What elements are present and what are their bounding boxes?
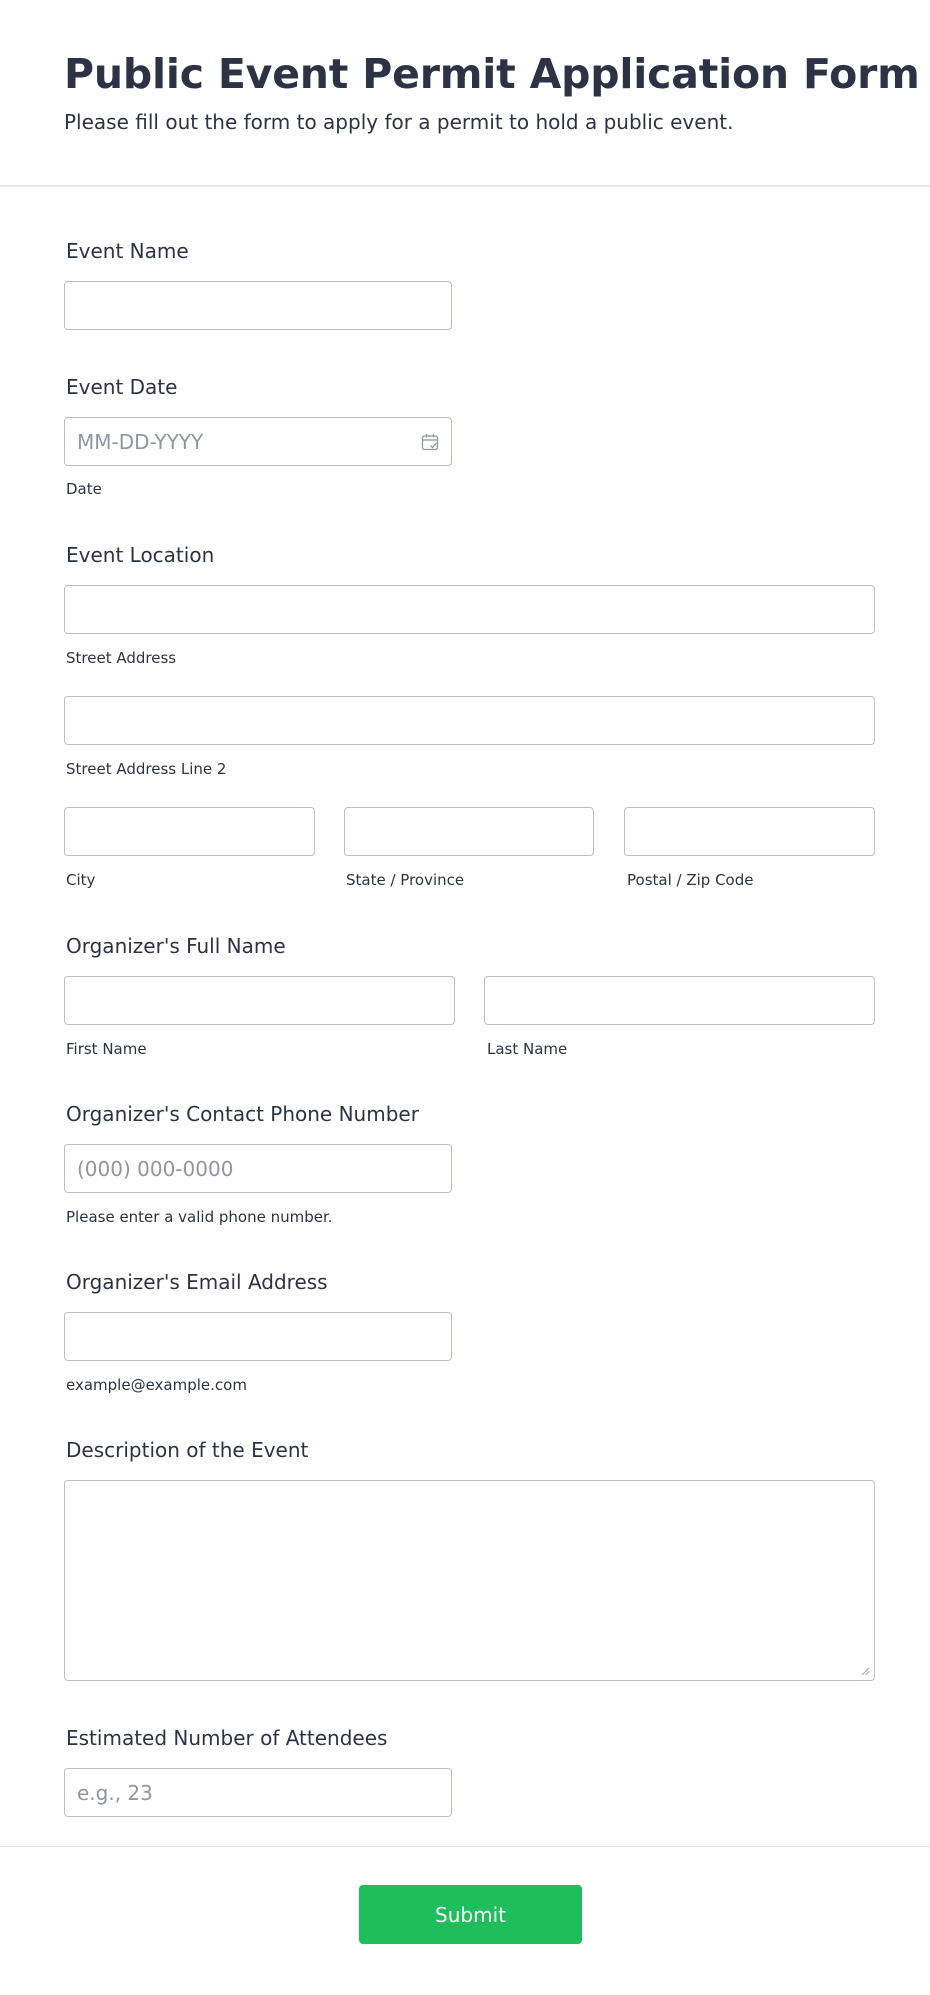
street-address-line2-sublabel: Street Address Line 2 xyxy=(66,760,227,778)
event-location-label: Event Location xyxy=(66,543,215,567)
form-subtitle: Please fill out the form to apply for a permit to hold a public event. xyxy=(64,110,734,134)
organizer-name-label: Organizer's Full Name xyxy=(66,934,286,958)
event-name-label: Event Name xyxy=(66,239,189,263)
form-title: Public Event Permit Application Form xyxy=(64,50,920,98)
state-province-sublabel: State / Province xyxy=(346,871,465,889)
event-date-label: Event Date xyxy=(66,375,178,399)
last-name-input[interactable] xyxy=(484,976,875,1025)
attendees-input[interactable] xyxy=(64,1768,452,1817)
calendar-icon[interactable] xyxy=(421,433,439,451)
phone-input[interactable] xyxy=(64,1144,452,1193)
phone-sublabel: Please enter a valid phone number. xyxy=(66,1208,333,1226)
email-sublabel: example@example.com xyxy=(66,1376,247,1394)
city-sublabel: City xyxy=(66,871,96,889)
email-input[interactable] xyxy=(64,1312,452,1361)
attendees-label: Estimated Number of Attendees xyxy=(66,1726,388,1750)
description-label: Description of the Event xyxy=(66,1438,309,1462)
postal-code-input[interactable] xyxy=(624,807,875,856)
street-address-line2-input[interactable] xyxy=(64,696,875,745)
footer-divider xyxy=(0,1846,930,1847)
event-date-input[interactable] xyxy=(64,417,452,466)
organizer-phone-label: Organizer's Contact Phone Number xyxy=(66,1102,419,1126)
first-name-input[interactable] xyxy=(64,976,455,1025)
submit-button[interactable]: Submit xyxy=(359,1885,582,1944)
last-name-sublabel: Last Name xyxy=(487,1040,568,1058)
organizer-email-label: Organizer's Email Address xyxy=(66,1270,328,1294)
event-date-sublabel: Date xyxy=(66,480,102,498)
event-name-input[interactable] xyxy=(64,281,452,330)
street-address-input[interactable] xyxy=(64,585,875,634)
resize-handle-icon[interactable] xyxy=(860,1666,870,1676)
street-address-sublabel: Street Address xyxy=(66,649,177,667)
state-province-input[interactable] xyxy=(344,807,594,856)
city-input[interactable] xyxy=(64,807,315,856)
form-header xyxy=(0,0,930,187)
description-textarea[interactable] xyxy=(64,1480,875,1681)
postal-code-sublabel: Postal / Zip Code xyxy=(627,871,754,889)
first-name-sublabel: First Name xyxy=(66,1040,147,1058)
